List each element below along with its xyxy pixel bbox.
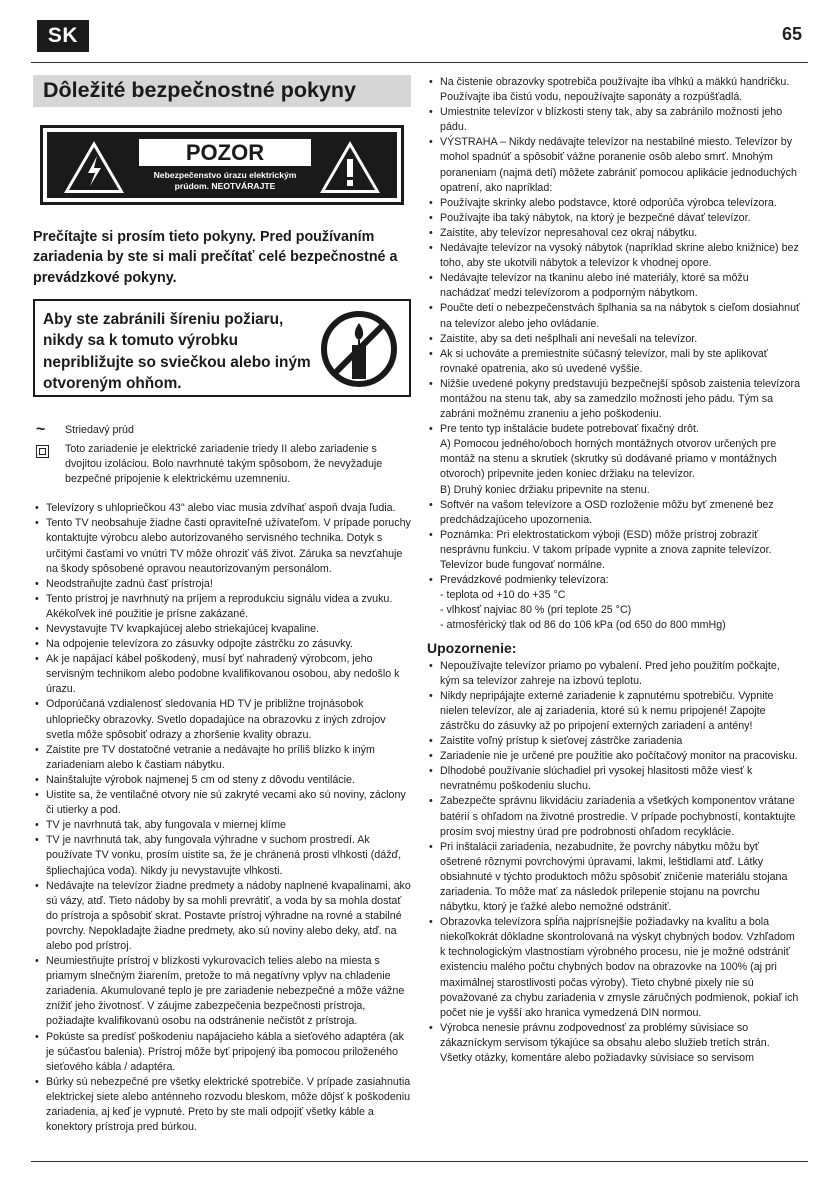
list-item: • Uistite sa, že ventilačné otvory nie sú zakryté vecami ako sú noviny, záclony či utierky a pod. xyxy=(33,788,411,818)
exclamation-warning-icon xyxy=(317,138,383,196)
list-subitem: - atmosférický tlak od 86 do 106 kPa (od 650 do 800 mmHg) xyxy=(440,619,726,632)
language-badge: SK xyxy=(37,20,89,52)
page-number: 65 xyxy=(781,24,802,44)
list-item: • Nainštalujte výrobok najmenej 5 cm od steny z dôvodu ventilácie. xyxy=(33,773,411,788)
list-item: • Zaistite voľný prístup k sieťovej zástrčke zariadenia xyxy=(427,734,801,749)
list-item: • Používajte iba taký nábytok, na ktorý je bezpečné dávať televízor. xyxy=(427,211,801,226)
list-item: • Zaistite pre TV dostatočné vetranie a nedávajte ho príliš blízko k iným zariadeniam alebo k častiam nábytku. xyxy=(33,743,411,773)
list-item: • Nedávajte televízor na vysoký nábytok (napríklad skrine alebo knižnice) bez toho, aby ste ukotvili nábytok a televízor k vhodnej opore. xyxy=(427,241,801,271)
upozornenie-heading: Upozornenie: xyxy=(427,640,517,657)
left-column xyxy=(33,75,411,1135)
list-item: • Výrobca nenesie právnu zodpovednosť za problémy súvisiace so zákazníckym servisom týkajúce sa obsahu alebo služieb tretích strán. Všetky otázky, komentáre alebo požiadavky súvisiace so servisom xyxy=(427,1021,801,1066)
list-item: • Dlhodobé používanie slúchadiel pri vysokej hlasitosti môže viesť k nevratnému poškodeniu sluchu. xyxy=(427,764,801,794)
list-item: • Ak je napájací kábel poškodený, musí byť nahradený výrobcom, jeho servisným technikom alebo podobne kvalifikovanou osobou, aby nedošlo k úrazu. xyxy=(33,652,411,697)
no-open-flame-icon xyxy=(319,309,399,389)
list-item: • Nižšie uvedené pokyny predstavujú bezpečnejší spôsob zaistenia televízora montážou na stenu tak, aby sa zamedzilo možnosti jeho pádu. Tým sa zabráni možnému zraneniu a jeho poškodeniu. xyxy=(427,377,801,422)
list-subitem: A) Pomocou jedného/oboch horných montážnych otvorov určených pre montáž na stenu a skrutiek (skrutky sú dodávané priamo v montážnych otvoroch) pripevnite jeden koniec držiaku na televízor. xyxy=(440,438,777,481)
list-item: • Zaistite, aby sa deti nešplhali ani nevešali na televízor. xyxy=(427,332,801,347)
upozornenie-list xyxy=(427,659,801,1067)
list-item: • Pri inštalácii zariadenia, nezabudnite, že povrchy nábytku môžu byť ošetrené rôznymi povrchovými úpravami, lakmi, leštidlami atď. Látky obsiahnuté v týchto produktoch môžu spôsobiť zničenie materiálu stojana zariadenia. To môže mať za následok prilepenie stojanu na povrchu nábytku, ktorý je ťažké alebo nemožné odstrániť. xyxy=(427,840,801,915)
pozor-warning-box xyxy=(40,125,404,205)
list-item: • Nedávajte na televízor žiadne predmety a nádoby naplnené kvapalinami, ako sú vázy, atď. Tieto nádoby by sa mohli prevrátiť, a voda by sa mohla dostať do prístroja a spôsobiť skrat. Postavte prístroj výhradne na rovné a stabilné povrchy. Nepokladajte žiadne predmety, ako sú noviny alebo deky, atď. na alebo pod prístroj. xyxy=(33,879,411,954)
pozor-label: POZOR xyxy=(139,139,311,166)
safety-list-right xyxy=(427,75,801,633)
list-item: • Umiestnite televízor v blízkosti steny tak, aby sa zabránilo možnosti jeho pádu. xyxy=(427,105,801,135)
list-item: • Zaistite, aby televízor nepresahoval cez okraj nábytku. xyxy=(427,226,801,241)
right-column xyxy=(427,75,801,1066)
list-subitem: B) Druhý koniec držiaku pripevnite na stenu. xyxy=(440,483,650,496)
list-item: • TV je navrhnutá tak, aby fungovala výhradne v suchom prostredí. Ak používate TV vonku, prosím uistite sa, že je chránená prosti vlhkosti (dážď, špliechajúca voda). Nikdy ju nevystavujte vlhkosti. xyxy=(33,833,411,878)
list-item: • Tento TV neobsahuje žiadne časti opraviteľné užívateľom. V prípade poruchy kontaktujte výrobcu alebo autorizovaného servisného technika. Dotyk s určitými časťami vo vnútri TV môže ohroziť váš život. Záruka sa nevzťahuje na škody spôsobené opravou neautorizovaným personálom. xyxy=(33,516,411,576)
fire-warning-box xyxy=(33,299,411,397)
list-item: • Poznámka: Pri elektrostatickom výboji (ESD) môže prístroj zobraziť nesprávnu funkciu. V takom prípade vypnite a znova zapnite televízor. Televízor bude fungovať normálne. xyxy=(427,528,801,573)
list-subitem: - vlhkosť najviac 80 % (pri teplote 25 °C) xyxy=(440,604,632,617)
list-item: • Nikdy nepripájajte externé zariadenie k zapnutému spotrebiču. Vypnite nielen televízor, ale aj zariadenia, ktoré sú k nemu pripojené! Zapojte zástrčku do zásuvky až po pripojení externých zariadení a antény! xyxy=(427,689,801,734)
safety-list-left xyxy=(33,501,411,1135)
list-item: • Používajte skrinky alebo podstavce, ktoré odporúča výrobca televízora. xyxy=(427,196,801,211)
intro-text: Prečítajte si prosím tieto pokyny. Pred používaním zariadenia by ste si mali prečítať celé bezpečnostné a prevádzkové pokyny. xyxy=(33,229,398,286)
header-rule xyxy=(31,62,808,63)
list-item: • Neumiestňujte prístroj v blízkosti vykurovacích telies alebo na miesta s priamym slnečným žiarením, pretože to má negatívny vplyv na chladenie zariadenia. Akumulované teplo je pre zariadenie nebezpečné a môže vážne znížiť jeho životnosť. V záujme zabezpečenia bezpečnosti prístroja, požiadajte kvalifikovanú osobu na odstránenie nečistôt z prístroja. xyxy=(33,954,411,1029)
list-item: • TV je navrhnutá tak, aby fungovala v miernej klíme xyxy=(33,818,411,833)
list-item: • Televízory s uhlopriečkou 43" alebo viac musia zdvíhať aspoň dvaja ľudia. xyxy=(33,501,411,516)
list-item: • Neodstraňujte zadnú časť prístroja! xyxy=(33,577,411,592)
list-item: • Pokúste sa predísť poškodeniu napájacieho kábla a sieťového adaptéra (ak je súčasťou balenia). Prístroj môže byť pripojený iba pomocou priloženého sieťového kábla / adaptéra. xyxy=(33,1030,411,1075)
list-item: • Nepoužívajte televízor priamo po vybalení. Pred jeho použitím počkajte, kým sa televízor zahreje na izbovú teplotu. xyxy=(427,659,801,689)
list-item: • Tento prístroj je navrhnutý na príjem a reprodukciu signálu videa a zvuku. Akékoľvek iné použitie je prísne zakázané. xyxy=(33,592,411,622)
list-item: • Zabezpečte správnu likvidáciu zariadenia a všetkých komponentov vrátane batérií s ohľadom na životné prostredie. V prípade pochybností, kontaktujte prosím svoj miestny úrad pre podrobnosti ohľadom recyklácie. xyxy=(427,794,801,839)
pozor-subtitle: Nebezpečenstvo úrazu elektrickým prúdom. NEOTVÁRAJTE xyxy=(153,170,297,191)
list-item: • Nedávajte televízor na tkaninu alebo iné materiály, ktoré sa môžu nachádzať medzi televízorom a podporným nábytkom. xyxy=(427,271,801,301)
list-item: • Prevádzkové podmienky televízora: - teplota od +10 do +35 °C - vlhkosť najviac 80 % (pri teplote 25 °C) - atmosférický tlak od 86 do 106 kPa (od 650 do 800 mmHg) xyxy=(427,573,801,633)
symbol-row-ac: ~ Striedavý prúd xyxy=(36,420,134,438)
list-item: • Obrazovka televízora spĺňa najprísnejšie požiadavky na kvalitu a bola niekoľkokrát dôkladne skontrolovaná na výskyt chybných bodov. Vzhľadom k technologickým vlastnostiam výrobného procesu, nie je možné odstrániť existenciu malého počtu chybných bodov na obrazovke na 100% (aj pri maximálnej starostlivosti počas výroby). Tieto chybné pixely nie sú považované za chybu zariadenia v zmysle záručných podmienok, pokiaľ ich počet nie je vyšší ako hranica vymedzená DIN normou. xyxy=(427,915,801,1021)
list-item: • Ak si uchováte a premiestnite súčasný televízor, mali by ste aplikovať rovnaké opatrenia, ako sú uvedené vyššie. xyxy=(427,347,801,377)
list-item: • Na odpojenie televízora zo zásuvky odpojte zástrčku zo zásuvky. xyxy=(33,637,411,652)
list-item: • Nevystavujte TV kvapkajúcej alebo striekajúcej kvapaline. xyxy=(33,622,411,637)
list-item: • Na čistenie obrazovky spotrebiča používajte iba vlhkú a mäkkú handričku. Používajte iba čistú vodu, nepoužívajte saponáty a rozpúšťadlá. xyxy=(427,75,801,105)
footer-rule xyxy=(31,1161,808,1162)
list-item: • Zariadenie nie je určené pre použitie ako počítačový monitor na pracovisku. xyxy=(427,749,801,764)
list-item: • Odporúčaná vzdialenosť sledovania HD TV je približne trojnásobok uhlopriečky obrazovky. Svetlo dopadajúce na obrazovku z iných zdrojov svetla môže spôsobiť odrazy a zhoršenie kvality obrazu. xyxy=(33,697,411,742)
section-title: Dôležité bezpečnostné pokyny xyxy=(33,75,411,107)
symbol-row-class-ii: Toto zariadenie je elektrické zariadenie triedy II alebo zariadenie s dvojitou izoláciou. Bolo navrhnuté takým spôsobom, že nevyžaduje bezpečné pripojenie k elektrickému uzemneniu. xyxy=(33,442,411,487)
alternating-current-icon: ~ xyxy=(36,420,46,438)
list-item: • Softvér na vašom televízore a OSD rozloženie môžu byť zmenené bez predchádzajúceho upozornenia. xyxy=(427,498,801,528)
list-item: • VÝSTRAHA – Nikdy nedávajte televízor na nestabilné miesto. Televízor by mohol spadnúť a spôsobiť vážne poranenie osôb alebo smrť. Mnohým poraneniam (najmä detí) môžete zabrániť pomocou aplikácie jednoduchých opatrení, ako napríklad: xyxy=(427,135,801,195)
double-insulation-icon xyxy=(36,445,49,458)
list-subitem: - teplota od +10 do +35 °C xyxy=(440,589,566,602)
fire-warning-text: Aby ste zabránili šíreniu požiaru, nikdy sa k tomuto výrobku nepribližujte so sviečkou alebo iným otvoreným ohňom. xyxy=(43,310,311,393)
electric-shock-warning-icon xyxy=(61,138,127,196)
list-item: • Búrky sú nebezpečné pre všetky elektrické spotrebiče. V prípade zasiahnutia elektrickej siete alebo anténneho rozvodu bleskom, môže dôjsť k poškodeniu zariadenia, aj keď je vypnuté. Preto by ste mali odpojiť všetky káble a konektory prístroja pred búrkou. xyxy=(33,1075,411,1135)
list-item: • Poučte deti o nebezpečenstvách šplhania sa na nábytok s cieľom dosiahnuť na televízor alebo jeho ovládanie. xyxy=(427,301,801,331)
list-item: • Pre tento typ inštalácie budete potrebovať fixačný drôt. A) Pomocou jedného/oboch horných montážnych otvorov určených pre montáž na stenu a skrutiek (skrutky sú dodávané priamo v montážnych otvoroch) pripevnite jeden koniec držiaku na televízor. B) Druhý koniec držiaku pripevnite na stenu. xyxy=(427,422,801,497)
